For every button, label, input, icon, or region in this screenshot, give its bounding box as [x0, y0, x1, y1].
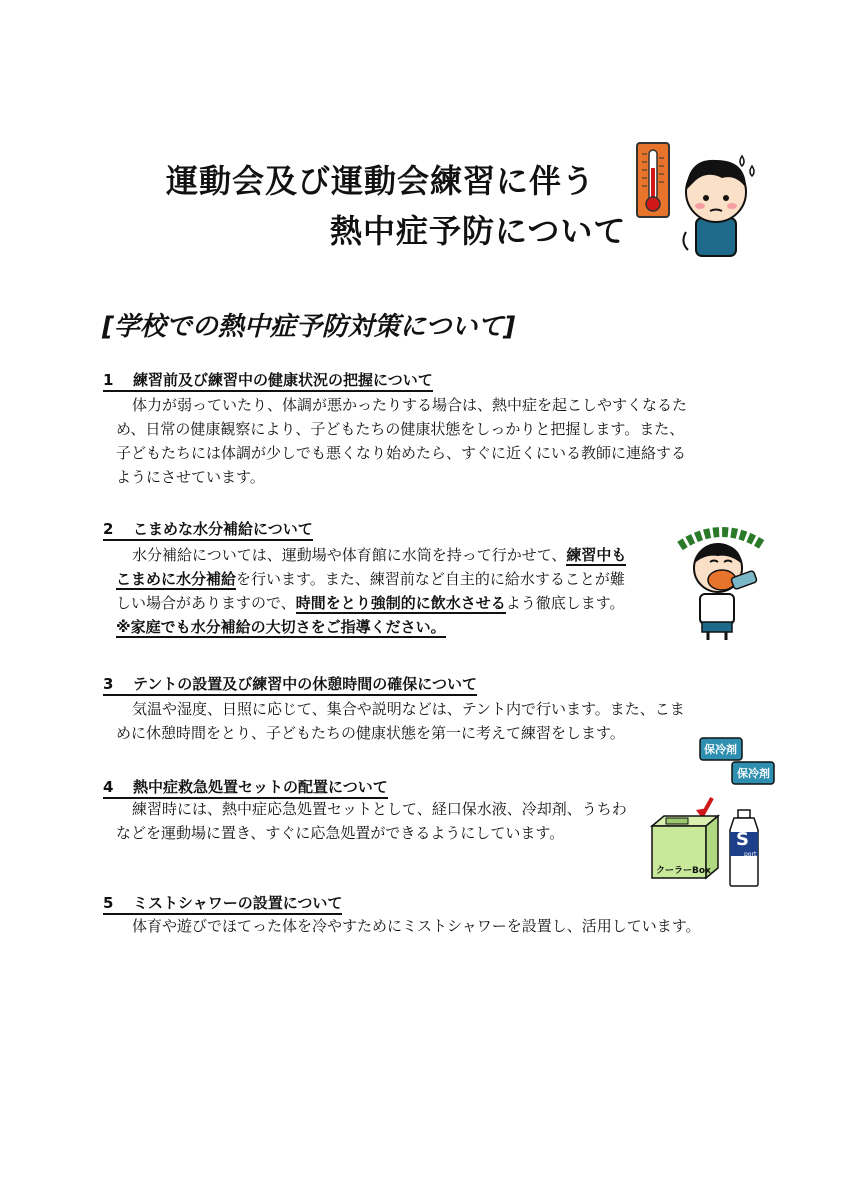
item-3-line-2: めに休憩時間をとり、子どもたちの健康状態を第一に考えて練習をします。	[116, 724, 625, 742]
item-3-line-1: 気温や湿度、日照に応じて、集合や説明などは、テント内で行います。また、こま	[132, 700, 685, 718]
item-number: 5	[103, 894, 114, 912]
item-2-note	[116, 618, 446, 636]
item-heading-text: ミストシャワーの設置について	[133, 894, 343, 912]
page-title-line-1: 運動会及び運動会練習に伴う	[166, 162, 596, 200]
item-4-line-2: などを運動場に置き、すぐに応急処置ができるようにしています。	[116, 824, 565, 842]
page-title-line-2: 熱中症予防について	[330, 212, 627, 250]
item-1-line-4: ようにさせています。	[116, 468, 265, 486]
item-heading-text: こまめな水分補給について	[133, 520, 313, 538]
item-2-line-3	[116, 594, 625, 612]
item-number: 4	[103, 778, 114, 796]
item-heading-3	[103, 675, 477, 696]
bottle-sub-label: port	[744, 851, 757, 858]
drinking-boy-icon	[674, 524, 770, 642]
item-1-line-3: 子どもたちには体調が少しでも悪くなり始めたら、すぐに近くにいる教師に連絡する	[116, 444, 687, 462]
item-2-line-2	[116, 570, 625, 588]
item-2-emphasis-1: 練習中も	[566, 546, 627, 564]
item-1-line-2: め、日常の健康観察により、子どもたちの健康状態をしっかりと把握します。また、	[116, 420, 685, 438]
item-2-line-1-text: 水分補給については、運動場や体育館に水筒を持って行かせて、	[132, 546, 567, 564]
thermometer-icon	[636, 142, 670, 218]
item-2-line-3-text-a: しい場合がありますので、	[116, 594, 296, 612]
item-heading-text: テントの設置及び練習中の休憩時間の確保について	[133, 675, 477, 693]
item-heading-1	[103, 371, 433, 392]
item-2-emphasis-2: こまめに水分補給	[116, 570, 237, 588]
item-heading-4	[103, 778, 388, 799]
item-heading-text: 練習前及び練習中の健康状況の把握について	[133, 371, 433, 389]
item-number: 2	[103, 520, 114, 538]
item-2-emphasis-3: 時間をとり強制的に飲水させる	[295, 594, 506, 612]
section-heading: [学校での熱中症予防対策について]	[102, 312, 516, 342]
item-2-line-1	[132, 546, 626, 564]
item-2-line-2-text: を行います。また、練習前など自主的に給水することが難	[236, 570, 625, 588]
item-1-line-1: 体力が弱っていたり、体調が悪かったりする場合は、熱中症を起こしやすくなるた	[132, 396, 688, 414]
item-number: 3	[103, 675, 114, 693]
cool-pack-label-2: 保冷剤	[737, 767, 770, 780]
item-5-line-1: 体育や遊びでほてった体を冷やすためにミストシャワーを設置し、活用しています。	[132, 917, 701, 935]
item-4-line-1: 練習時には、熱中症応急処置セットとして、経口保水液、冷却剤、うちわ	[132, 800, 627, 818]
item-heading-5	[103, 894, 342, 915]
cool-pack-label-1: 保冷剤	[704, 743, 737, 756]
item-number: 1	[103, 371, 114, 389]
item-heading-text: 熱中症救急処置セットの配置について	[133, 778, 388, 796]
sweating-boy-icon	[676, 148, 762, 258]
item-heading-2	[103, 520, 313, 541]
cooler-box-label: クーラーBox	[656, 866, 711, 876]
item-2-line-3-text-b: よう徹底します。	[505, 594, 625, 612]
bottle-letter: S	[736, 829, 749, 850]
item-2-note-text: ※家庭でも水分補給の大切さをご指導ください。	[116, 618, 446, 636]
